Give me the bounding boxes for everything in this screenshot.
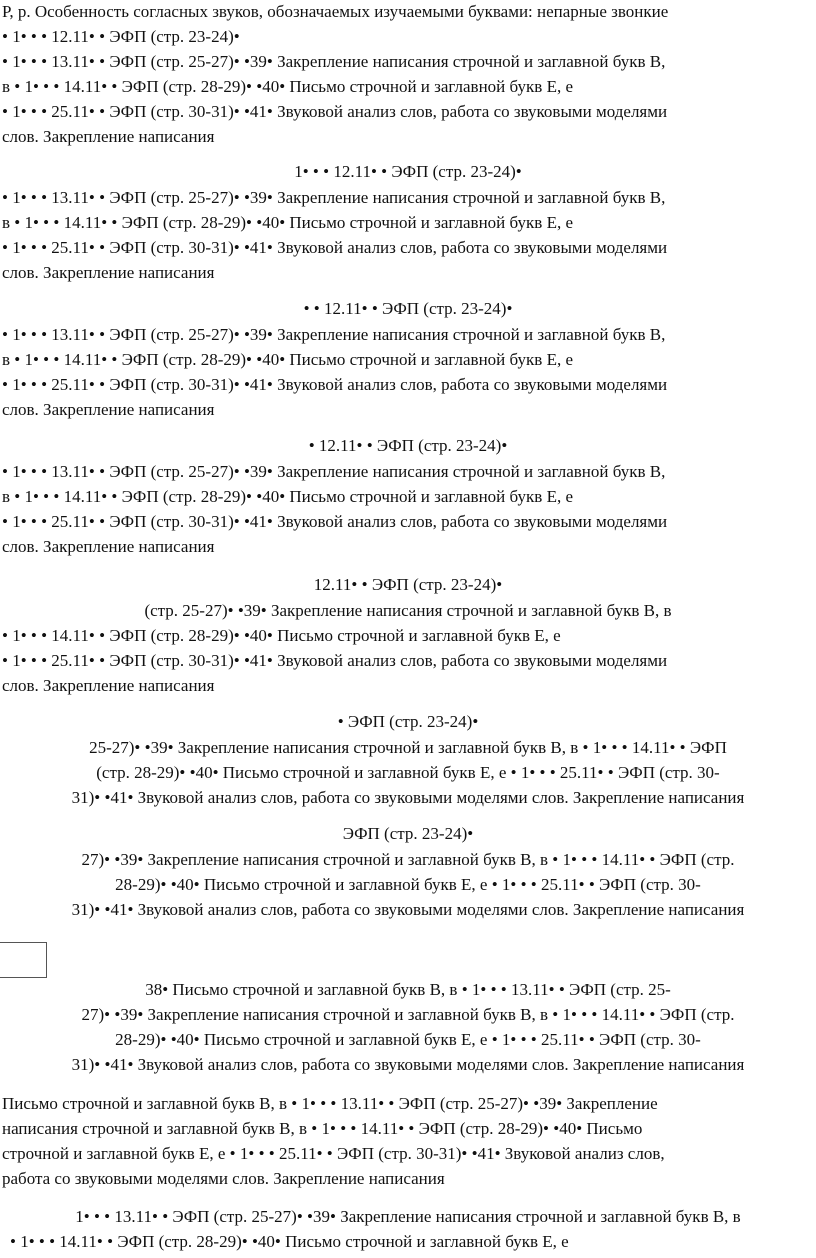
text-line: 12.11• • ЭФП (стр. 23-24)•: [313, 575, 503, 594]
text-line: слов. Закрепление написания: [2, 263, 215, 282]
text-line: в • 1• • • 14.11• • ЭФП (стр. 28-29)• •40• Письмо строчной и заглавной букв Е, е: [2, 487, 573, 506]
text-line: • 1• • • 14.11• • ЭФП (стр. 28-29)• •40• Письмо строчной и заглавной букв Е, е: [2, 626, 561, 645]
text-line: • 1• • • 25.11• • ЭФП (стр. 30-31)• •41• Звуковой анализ слов, работа со звуковыми моделями: [2, 102, 668, 121]
text-line: Письмо строчной и заглавной букв В, в • 1• • • 13.11• • ЭФП (стр. 25-27)• •39• Закрепление: [2, 1094, 658, 1113]
text-line: • 1• • • 14.11• • ЭФП (стр. 28-29)• •40• Письмо строчной и заглавной букв Е, е: [10, 1232, 569, 1251]
text-line: • 1• • • 13.11• • ЭФП (стр. 25-27)• •39• Закрепление написания строчной и заглавной букв В,: [2, 188, 666, 207]
text-line: • 1• • • 25.11• • ЭФП (стр. 30-31)• •41• Звуковой анализ слов, работа со звуковыми моделями: [2, 651, 668, 670]
text-line: написания строчной и заглавной букв В, в • 1• • • 14.11• • ЭФП (стр. 28-29)• •40• Письмо: [2, 1119, 643, 1138]
text-line: • 1• • • 25.11• • ЭФП (стр. 30-31)• •41• Звуковой анализ слов, работа со звуковыми моделями: [2, 512, 668, 531]
text-line: в • 1• • • 14.11• • ЭФП (стр. 28-29)• •40• Письмо строчной и заглавной букв Е, е: [2, 77, 573, 96]
text-line: слов. Закрепление написания: [2, 676, 215, 695]
text-line: слов. Закрепление написания: [2, 400, 215, 419]
text-line: 31)• •41• Звуковой анализ слов, работа со звуковыми моделями слов. Закрепление написания: [71, 788, 745, 807]
text-line: 1• • • 13.11• • ЭФП (стр. 25-27)• •39• Закрепление написания строчной и заглавной букв В, в: [75, 1207, 741, 1226]
text-line: слов. Закрепление написания: [2, 537, 215, 556]
text-line: • 1• • • 13.11• • ЭФП (стр. 25-27)• •39• Закрепление написания строчной и заглавной букв В,: [2, 325, 666, 344]
text-line: • • 12.11• • ЭФП (стр. 23-24)•: [303, 299, 513, 318]
text-line: в • 1• • • 14.11• • ЭФП (стр. 28-29)• •40• Письмо строчной и заглавной букв Е, е: [2, 213, 573, 232]
text-line: 31)• •41• Звуковой анализ слов, работа со звуковыми моделями слов. Закрепление написания: [71, 1055, 745, 1074]
text-line: • 12.11• • ЭФП (стр. 23-24)•: [308, 436, 508, 455]
text-line: • ЭФП (стр. 23-24)•: [337, 712, 479, 731]
text-line: Р, р. Особенность согласных звуков, обозначаемых изучаемыми буквами: непарные звонкие: [2, 2, 669, 21]
text-line: 28-29)• •40• Письмо строчной и заглавной букв Е, е • 1• • • 25.11• • ЭФП (стр. 30-: [115, 1030, 701, 1049]
text-line: ЭФП (стр. 23-24)•: [342, 824, 474, 843]
text-line: (стр. 28-29)• •40• Письмо строчной и заглавной букв Е, е • 1• • • 25.11• • ЭФП (стр. 30-: [96, 763, 720, 782]
text-line: • 1• • • 25.11• • ЭФП (стр. 30-31)• •41• Звуковой анализ слов, работа со звуковыми моделями: [2, 238, 668, 257]
empty-frame: [0, 942, 47, 978]
text-line: 28-29)• •40• Письмо строчной и заглавной букв Е, е • 1• • • 25.11• • ЭФП (стр. 30-: [115, 875, 701, 894]
text-line: 31)• •41• Звуковой анализ слов, работа со звуковыми моделями слов. Закрепление написания: [71, 900, 745, 919]
text-line: в • 1• • • 14.11• • ЭФП (стр. 28-29)• •40• Письмо строчной и заглавной букв Е, е: [2, 350, 573, 369]
text-line: • 1• • • 13.11• • ЭФП (стр. 25-27)• •39• Закрепление написания строчной и заглавной букв В,: [2, 52, 666, 71]
text-line: 1• • • 12.11• • ЭФП (стр. 23-24)•: [294, 162, 522, 181]
text-line: • 1• • • 12.11• • ЭФП (стр. 23-24)•: [2, 27, 240, 46]
text-line: 38• Письмо строчной и заглавной букв В, в • 1• • • 13.11• • ЭФП (стр. 25-: [145, 980, 671, 999]
text-line: 27)• •39• Закрепление написания строчной и заглавной букв В, в • 1• • • 14.11• • ЭФП (стр.: [81, 850, 735, 869]
text-line: слов. Закрепление написания: [2, 127, 215, 146]
text-line: строчной и заглавной букв Е, е • 1• • • 25.11• • ЭФП (стр. 30-31)• •41• Звуковой анализ слов,: [2, 1144, 665, 1163]
text-line: работа со звуковыми моделями слов. Закрепление написания: [2, 1169, 445, 1188]
text-line: • 1• • • 25.11• • ЭФП (стр. 30-31)• •41• Звуковой анализ слов, работа со звуковыми моделями: [2, 375, 668, 394]
text-line: 25-27)• •39• Закрепление написания строчной и заглавной букв В, в • 1• • • 14.11• • ЭФП: [89, 738, 727, 757]
text-line: (стр. 25-27)• •39• Закрепление написания строчной и заглавной букв В, в: [144, 601, 672, 620]
text-line: 27)• •39• Закрепление написания строчной и заглавной букв В, в • 1• • • 14.11• • ЭФП (стр.: [81, 1005, 735, 1024]
text-line: • 1• • • 13.11• • ЭФП (стр. 25-27)• •39• Закрепление написания строчной и заглавной букв В,: [2, 462, 666, 481]
